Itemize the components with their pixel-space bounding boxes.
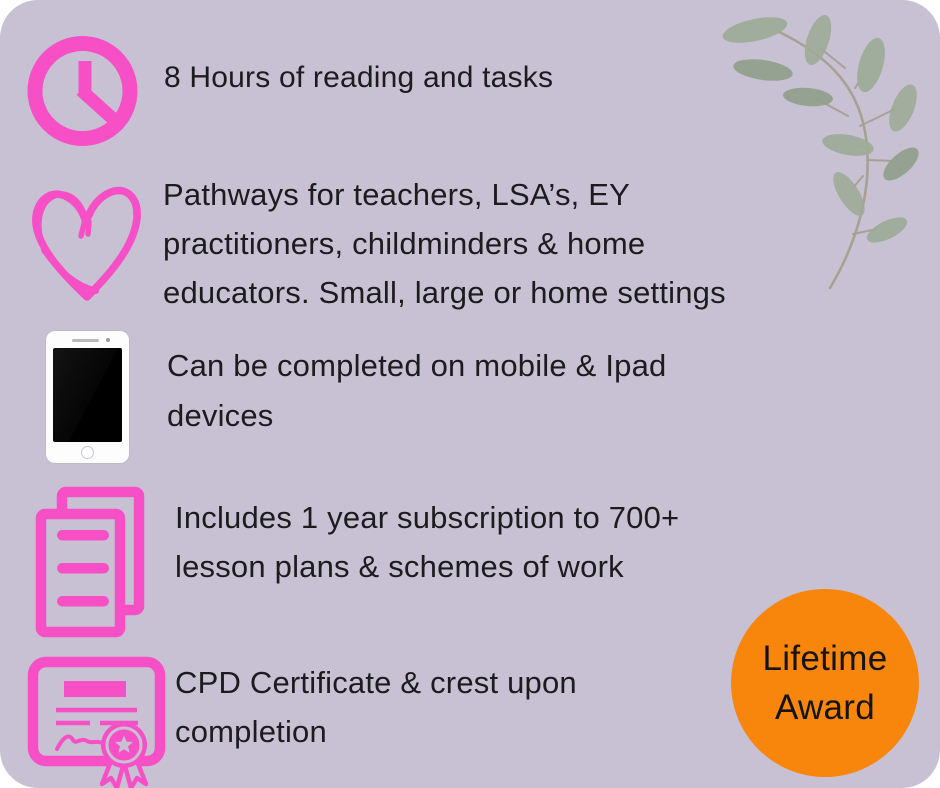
text-line: completion xyxy=(175,714,327,749)
text-line: 8 Hours of reading and tasks xyxy=(164,61,554,94)
text-line: Pathways for teachers, LSA’s, EY xyxy=(163,177,631,212)
feature-text-pathways xyxy=(163,170,843,317)
certificate-icon xyxy=(27,653,167,788)
feature-text-hours xyxy=(164,56,764,100)
tablet-screen xyxy=(53,348,122,442)
badge-line-1: Lifetime xyxy=(762,639,888,678)
text-line: CPD Certificate & crest upon xyxy=(175,665,577,700)
heart-icon xyxy=(26,170,148,308)
text-line: Includes 1 year subscription to 700+ xyxy=(175,500,680,535)
feature-text-devices xyxy=(167,341,827,441)
lifetime-award-badge xyxy=(731,589,919,777)
tablet-camera-dot xyxy=(106,338,110,342)
text-line: lesson plans & schemes of work xyxy=(175,549,624,584)
text-line: educators. Small, large or home settings xyxy=(163,275,726,310)
feature-text-certificate xyxy=(175,658,755,756)
tablet-home-button xyxy=(81,446,94,459)
tablet-speaker xyxy=(72,339,99,342)
feature-text-subscription xyxy=(175,493,855,591)
text-line: devices xyxy=(167,398,274,433)
text-line: practitioners, childminders & home xyxy=(163,226,646,261)
text-line: Can be completed on mobile & Ipad xyxy=(167,348,667,383)
badge-line-2: Award xyxy=(774,688,876,727)
documents-icon xyxy=(33,486,148,638)
tablet-icon xyxy=(46,331,129,463)
clock-icon xyxy=(23,34,143,149)
